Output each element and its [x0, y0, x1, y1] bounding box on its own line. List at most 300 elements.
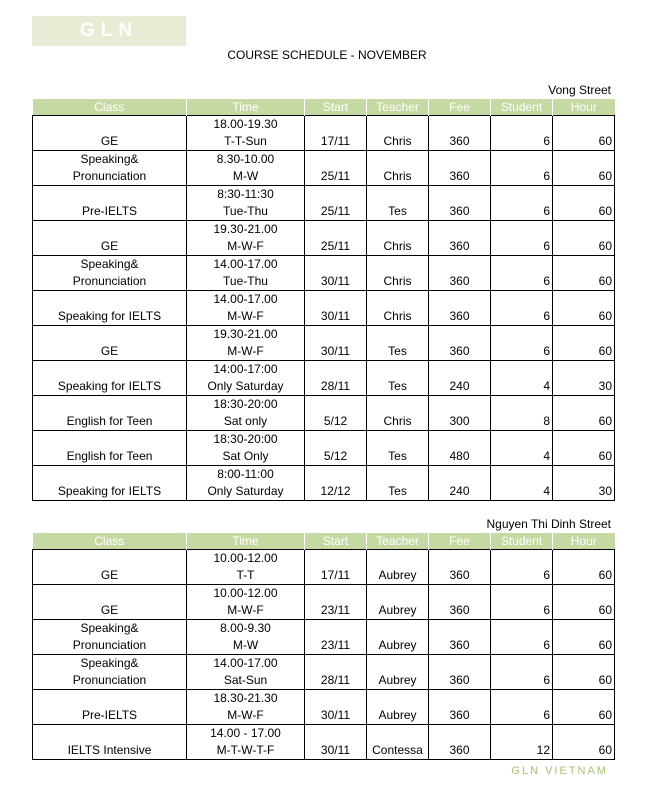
student-cell-value: 6 — [543, 274, 550, 288]
start-cell-value: 25/11 — [320, 204, 351, 218]
teacher-cell — [367, 725, 429, 760]
teacher-cell — [367, 620, 429, 655]
time-range: 10.00-12.00 — [213, 586, 278, 600]
hour-cell — [553, 361, 615, 396]
time-days: Only Saturday — [207, 484, 284, 498]
fee-cell — [429, 221, 491, 256]
start-cell — [305, 361, 367, 396]
student-cell-value: 12 — [536, 743, 550, 757]
teacher-cell-value: Tes — [388, 484, 407, 498]
time-cell — [187, 620, 305, 655]
class-lines — [33, 116, 186, 150]
table-row — [33, 620, 615, 655]
student-cell-value: 4 — [543, 449, 550, 463]
table-row — [33, 116, 615, 151]
time-days: Only Saturday — [207, 379, 284, 393]
hour-cell-value: 60 — [598, 309, 612, 323]
fee-cell-value: 300 — [449, 414, 470, 428]
table-row — [33, 466, 615, 501]
teacher-cell-value: Tes — [388, 204, 407, 218]
time-days: M-W — [232, 169, 259, 183]
start-cell-value: 5/12 — [323, 414, 348, 428]
start-cell — [305, 396, 367, 431]
teacher-cell-value: Aubrey — [378, 708, 417, 722]
student-cell — [491, 291, 553, 326]
student-cell — [491, 396, 553, 431]
hour-cell-value: 60 — [598, 449, 612, 463]
class-cell — [33, 221, 187, 256]
table-row — [33, 655, 615, 690]
student-cell-value: 6 — [543, 638, 550, 652]
table-row — [33, 690, 615, 725]
teacher-cell — [367, 655, 429, 690]
start-cell — [305, 151, 367, 186]
class-line-2: English for Teen — [66, 414, 153, 428]
class-cell — [33, 431, 187, 466]
class-line-1: Speaking& — [80, 152, 139, 166]
fee-cell — [429, 291, 491, 326]
start-cell-value: 30/11 — [320, 309, 351, 323]
class-line-1: Speaking& — [80, 621, 139, 635]
hour-cell-value: 60 — [598, 568, 612, 582]
time-cell — [187, 291, 305, 326]
class-cell — [33, 725, 187, 760]
street-label-nguyen-thi-dinh: Nguyen Thi Dinh Street — [486, 517, 611, 531]
hour-cell-value: 60 — [598, 274, 612, 288]
table-row — [33, 585, 615, 620]
time-days: M-T-W-T-F — [216, 743, 275, 757]
table-row — [33, 725, 615, 760]
column-header-start: Start — [305, 533, 367, 550]
class-line-2: Pre-IELTS — [81, 708, 138, 722]
time-lines — [187, 396, 304, 430]
fee-cell-value: 240 — [449, 379, 470, 393]
fee-cell-value: 360 — [449, 638, 470, 652]
hour-cell — [553, 550, 615, 585]
student-cell-value: 8 — [543, 414, 550, 428]
teacher-cell — [367, 550, 429, 585]
column-header-fee: Fee — [429, 533, 491, 550]
hour-cell — [553, 466, 615, 501]
fee-cell — [429, 585, 491, 620]
time-range: 14.00-17.00 — [213, 257, 278, 271]
class-line-2: Pronunciation — [72, 673, 147, 687]
column-header-teacher: Teacher — [367, 533, 429, 550]
student-cell — [491, 186, 553, 221]
fee-cell-value: 360 — [449, 169, 470, 183]
fee-cell-value: 360 — [449, 204, 470, 218]
student-cell-value: 6 — [543, 673, 550, 687]
time-cell — [187, 585, 305, 620]
time-range: 18.30-21.30 — [213, 691, 278, 705]
start-cell-value: 30/11 — [320, 274, 351, 288]
time-days: T-T — [236, 568, 255, 582]
hour-cell — [553, 725, 615, 760]
time-range: 14.00-17.00 — [213, 656, 278, 670]
time-days: Tue-Thu — [223, 204, 268, 218]
column-header-class: Class — [33, 99, 187, 116]
time-days: M-W-F — [227, 344, 264, 358]
class-line-2: Pronunciation — [72, 274, 147, 288]
teacher-cell-value: Chris — [383, 134, 412, 148]
hour-cell-value: 60 — [598, 414, 612, 428]
teacher-cell — [367, 186, 429, 221]
class-cell — [33, 396, 187, 431]
column-header-class: Class — [33, 533, 187, 550]
hour-cell-value: 60 — [598, 638, 612, 652]
teacher-cell — [367, 690, 429, 725]
hour-cell — [553, 116, 615, 151]
schedule-table-nguyen-thi-dinh — [32, 533, 615, 760]
fee-cell-value: 360 — [449, 568, 470, 582]
hour-cell — [553, 655, 615, 690]
teacher-cell-value: Chris — [383, 309, 412, 323]
class-lines — [33, 186, 186, 220]
start-cell-value: 25/11 — [320, 169, 351, 183]
hour-cell — [553, 151, 615, 186]
class-cell — [33, 116, 187, 151]
fee-cell — [429, 256, 491, 291]
fee-cell — [429, 116, 491, 151]
time-range: 14.00-17.00 — [213, 292, 278, 306]
time-days: Sat Only — [222, 449, 269, 463]
student-cell — [491, 256, 553, 291]
time-lines — [187, 291, 304, 325]
class-lines — [33, 431, 186, 465]
class-line-2: Pronunciation — [72, 169, 147, 183]
time-days: T-T-Sun — [224, 134, 267, 148]
time-lines — [187, 466, 304, 500]
fee-cell-value: 360 — [449, 673, 470, 687]
class-lines — [33, 291, 186, 325]
fee-cell — [429, 550, 491, 585]
start-cell — [305, 221, 367, 256]
table-row — [33, 291, 615, 326]
class-line-2: GE — [100, 239, 119, 253]
hour-cell — [553, 256, 615, 291]
start-cell — [305, 256, 367, 291]
student-cell-value: 6 — [543, 568, 550, 582]
class-line-2: Speaking for IELTS — [57, 379, 162, 393]
class-cell — [33, 585, 187, 620]
start-cell — [305, 550, 367, 585]
fee-cell — [429, 361, 491, 396]
column-header-teacher: Teacher — [367, 99, 429, 116]
hour-cell — [553, 396, 615, 431]
table-row — [33, 361, 615, 396]
table-row — [33, 151, 615, 186]
teacher-cell — [367, 466, 429, 501]
class-cell — [33, 550, 187, 585]
fee-cell — [429, 466, 491, 501]
teacher-cell-value: Aubrey — [378, 673, 417, 687]
class-lines — [33, 396, 186, 430]
class-lines — [33, 550, 186, 584]
start-cell — [305, 291, 367, 326]
table-row — [33, 431, 615, 466]
hour-cell — [553, 620, 615, 655]
fee-cell — [429, 396, 491, 431]
fee-cell-value: 360 — [449, 708, 470, 722]
teacher-cell — [367, 361, 429, 396]
time-cell — [187, 326, 305, 361]
start-cell — [305, 585, 367, 620]
fee-cell — [429, 186, 491, 221]
teacher-cell-value: Contessa — [372, 743, 423, 757]
hour-cell — [553, 326, 615, 361]
table-row — [33, 186, 615, 221]
student-cell-value: 6 — [543, 239, 550, 253]
start-cell-value: 17/11 — [320, 134, 351, 148]
class-line-2: Speaking for IELTS — [57, 309, 162, 323]
class-lines — [33, 655, 186, 689]
time-cell — [187, 116, 305, 151]
hour-cell-value: 60 — [598, 743, 612, 757]
time-cell — [187, 655, 305, 690]
gln-logo — [32, 16, 186, 46]
time-days: Sat only — [223, 414, 268, 428]
column-header-student: Student — [491, 533, 553, 550]
column-header-start: Start — [305, 99, 367, 116]
teacher-cell — [367, 585, 429, 620]
time-lines — [187, 655, 304, 689]
start-cell-value: 12/12 — [320, 484, 351, 498]
time-lines — [187, 151, 304, 185]
start-cell-value: 25/11 — [320, 239, 351, 253]
time-range: 8:30-11:30 — [217, 187, 274, 201]
start-cell — [305, 725, 367, 760]
teacher-cell-value: Chris — [383, 169, 412, 183]
time-days: M-W-F — [227, 603, 264, 617]
class-cell — [33, 291, 187, 326]
time-lines — [187, 725, 304, 759]
time-cell — [187, 361, 305, 396]
time-range: 8.30-10.00 — [216, 152, 275, 166]
student-cell — [491, 690, 553, 725]
time-cell — [187, 151, 305, 186]
class-cell — [33, 690, 187, 725]
student-cell — [491, 151, 553, 186]
class-line-2: GE — [100, 603, 119, 617]
time-range: 19.30-21.00 — [213, 222, 278, 236]
fee-cell — [429, 690, 491, 725]
hour-cell — [553, 221, 615, 256]
hour-cell — [553, 431, 615, 466]
class-lines — [33, 221, 186, 255]
student-cell-value: 6 — [543, 344, 550, 358]
time-lines — [187, 361, 304, 395]
start-cell-value: 5/12 — [323, 449, 348, 463]
student-cell-value: 4 — [543, 484, 550, 498]
class-cell — [33, 151, 187, 186]
class-line-2: Speaking for IELTS — [57, 484, 162, 498]
class-line-1 — [33, 690, 186, 707]
column-header-time: Time — [187, 99, 305, 116]
time-days: Sat-Sun — [223, 673, 268, 687]
table-row — [33, 221, 615, 256]
class-cell — [33, 620, 187, 655]
time-days: Tue-Thu — [223, 274, 268, 288]
page-title: COURSE SCHEDULE - NOVEMBER — [227, 48, 427, 62]
time-lines — [187, 116, 304, 150]
student-cell — [491, 116, 553, 151]
time-lines — [187, 326, 304, 360]
class-cell — [33, 326, 187, 361]
student-cell — [491, 585, 553, 620]
start-cell-value: 28/11 — [320, 379, 351, 393]
class-line-1 — [33, 291, 186, 308]
student-cell-value: 6 — [543, 134, 550, 148]
teacher-cell — [367, 431, 429, 466]
fee-cell-value: 360 — [449, 743, 470, 757]
fee-cell — [429, 326, 491, 361]
student-cell — [491, 361, 553, 396]
time-lines — [187, 620, 304, 654]
start-cell-value: 23/11 — [320, 603, 351, 617]
class-lines — [33, 466, 186, 500]
start-cell — [305, 186, 367, 221]
column-header-hour: Hour — [553, 533, 615, 550]
class-cell — [33, 466, 187, 501]
time-range: 19.30-21.00 — [213, 327, 278, 341]
fee-cell — [429, 431, 491, 466]
teacher-cell-value: Chris — [383, 239, 412, 253]
start-cell — [305, 690, 367, 725]
class-lines — [33, 256, 186, 290]
table-row — [33, 326, 615, 361]
student-cell — [491, 431, 553, 466]
class-line-2: GE — [100, 568, 119, 582]
class-line-1 — [33, 186, 186, 203]
hour-cell-value: 30 — [598, 379, 612, 393]
class-line-2: IELTS Intensive — [67, 743, 152, 757]
table-header-row — [33, 533, 615, 550]
teacher-cell-value: Aubrey — [378, 568, 417, 582]
time-range: 14:00-17:00 — [213, 362, 278, 376]
class-line-1 — [33, 396, 186, 413]
student-cell — [491, 221, 553, 256]
time-lines — [187, 431, 304, 465]
teacher-cell-value: Tes — [388, 449, 407, 463]
time-cell — [187, 725, 305, 760]
teacher-cell — [367, 256, 429, 291]
teacher-cell-value: Chris — [383, 274, 412, 288]
teacher-cell — [367, 326, 429, 361]
start-cell — [305, 326, 367, 361]
start-cell-value: 23/11 — [320, 638, 351, 652]
teacher-cell-value: Tes — [388, 379, 407, 393]
start-cell-value: 28/11 — [320, 673, 351, 687]
class-lines — [33, 151, 186, 185]
table-row — [33, 550, 615, 585]
start-cell — [305, 655, 367, 690]
hour-cell — [553, 585, 615, 620]
class-lines — [33, 326, 186, 360]
table-row — [33, 396, 615, 431]
class-line-1 — [33, 466, 186, 483]
teacher-cell — [367, 291, 429, 326]
time-range: 18.00-19.30 — [213, 117, 278, 131]
teacher-cell-value: Chris — [383, 414, 412, 428]
student-cell-value: 6 — [543, 309, 550, 323]
class-line-2: Pronunciation — [72, 638, 147, 652]
student-cell — [491, 550, 553, 585]
student-cell — [491, 725, 553, 760]
time-days: M-W-F — [227, 239, 264, 253]
teacher-cell-value: Tes — [388, 344, 407, 358]
time-range: 18:30-20:00 — [213, 432, 278, 446]
time-range: 14.00 - 17.00 — [210, 726, 281, 740]
fee-cell-value: 480 — [449, 449, 470, 463]
hour-cell-value: 60 — [598, 239, 612, 253]
footer-brand: GLN VIETNAM — [511, 765, 608, 777]
table-row — [33, 256, 615, 291]
teacher-cell — [367, 116, 429, 151]
time-range: 18:30-20:00 — [213, 397, 278, 411]
hour-cell-value: 60 — [598, 134, 612, 148]
class-line-1: Speaking& — [80, 656, 139, 670]
time-lines — [187, 585, 304, 619]
class-cell — [33, 361, 187, 396]
table-header-row — [33, 99, 615, 116]
time-days: M-W — [232, 638, 259, 652]
time-range: 8:00-11:00 — [217, 467, 274, 481]
student-cell-value: 6 — [543, 603, 550, 617]
column-header-hour: Hour — [553, 99, 615, 116]
fee-cell-value: 360 — [449, 239, 470, 253]
class-line-1 — [33, 221, 186, 238]
time-lines — [187, 690, 304, 724]
time-days: M-W-F — [227, 708, 264, 722]
teacher-cell — [367, 396, 429, 431]
student-cell — [491, 466, 553, 501]
hour-cell — [553, 291, 615, 326]
column-header-time: Time — [187, 533, 305, 550]
hour-cell-value: 60 — [598, 169, 612, 183]
class-line-2: GE — [100, 134, 119, 148]
time-cell — [187, 690, 305, 725]
class-lines — [33, 620, 186, 654]
fee-cell — [429, 620, 491, 655]
fee-cell-value: 360 — [449, 344, 470, 358]
hour-cell — [553, 690, 615, 725]
hour-cell-value: 60 — [598, 204, 612, 218]
time-lines — [187, 256, 304, 290]
class-line-1 — [33, 361, 186, 378]
class-line-2: GE — [100, 344, 119, 358]
class-cell — [33, 256, 187, 291]
time-cell — [187, 550, 305, 585]
class-lines — [33, 690, 186, 724]
student-cell-value: 6 — [543, 169, 550, 183]
teacher-cell — [367, 221, 429, 256]
time-lines — [187, 221, 304, 255]
fee-cell-value: 240 — [449, 484, 470, 498]
start-cell-value: 30/11 — [320, 708, 351, 722]
class-line-1 — [33, 725, 186, 742]
time-cell — [187, 186, 305, 221]
hour-cell-value: 30 — [598, 484, 612, 498]
time-cell — [187, 221, 305, 256]
time-range: 8.00-9.30 — [220, 621, 271, 635]
student-cell — [491, 655, 553, 690]
fee-cell — [429, 725, 491, 760]
start-cell-value: 30/11 — [320, 743, 351, 757]
time-cell — [187, 256, 305, 291]
street-label-vong: Vong Street — [548, 83, 611, 97]
fee-cell-value: 360 — [449, 134, 470, 148]
column-header-fee: Fee — [429, 99, 491, 116]
